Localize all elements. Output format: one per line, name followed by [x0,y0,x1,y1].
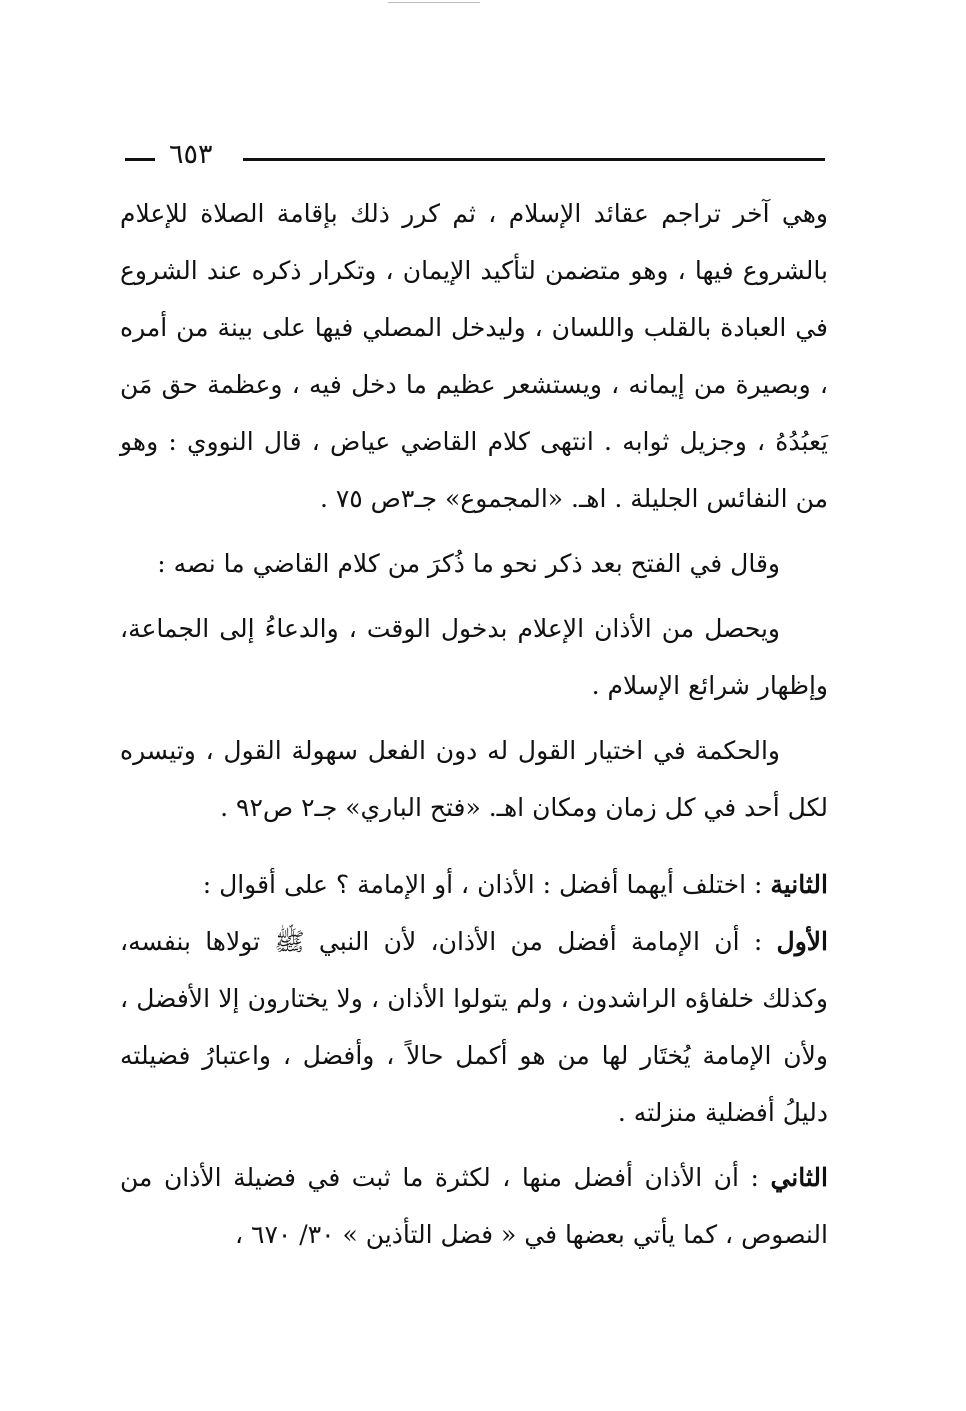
paragraph-fath-intro [120,535,828,592]
page-number: ٦٥٣ [169,139,213,170]
paragraph-second-opinion [120,1149,828,1263]
section-label: الثانية [770,870,828,899]
paragraph-iyad-quote [120,185,828,527]
page-header [125,138,825,178]
paragraph-wisdom [120,722,828,836]
section-label: الأول [776,927,828,956]
paragraph-text: ويحصل من الأذان الإعلام بدخول الوقت ، والدعاءُ إلى الجماعة، وإظهار شرائع الإسلام . [120,614,828,700]
top-edge-rule [388,2,480,3]
paragraph-text: والحكمة في اختيار القول له دون الفعل سهولة القول ، وتيسره لكل أحد في كل زمان ومكان اهـ. «فتح الباري» جـ٢ ص٩٢ . [120,736,828,822]
paragraph-second-issue [120,856,828,913]
header-rule-short [125,158,155,161]
header-rule-long [243,158,825,161]
paragraph-fath-quote [120,600,828,714]
paragraph-text: : اختلف أيهما أفضل : الأذان ، أو الإمامة ؟ على أقوال : [202,870,763,899]
page-body [120,185,828,1263]
section-label: الثاني [770,1163,828,1192]
paragraph-text: : أن الأذان أفضل منها ، لكثرة ما ثبت في فضيلة الأذان من النصوص ، كما يأتي بعضها في « فضل التأذين » ٣٠/ ٦٧٠ ، [120,1163,828,1249]
paragraph-text: وقال في الفتح بعد ذكر نحو ما ذُكرَ من كلام القاضي ما نصه : [157,549,780,578]
paragraph-first-opinion [120,913,828,1141]
paragraph-text: : أن الإمامة أفضل من الأذان، لأن النبي ﷺ تولاها بنفسه، وكذلك خلفاؤه الراشدون ، ولم يتولوا الأذان ، ولا يختارون إلا الأفضل ، ولأن الإمامة يُختَار لها من هو أكمل حالاً ، وأفضل ، واعتبارُ فضيلته دليلُ أفضلية منزلته . [120,927,828,1127]
paragraph-text: وهي آخر تراجم عقائد الإسلام ، ثم كرر ذلك بإقامة الصلاة للإعلام بالشروع فيها ، وهو متضمن لتأكيد الإيمان ، وتكرار ذكره عند الشروع في العبادة بالقلب واللسان ، وليدخل المصلي فيها على بينة من أمره ، وبصيرة من إيمانه ، ويستشعر عظيم ما دخل فيه ، وعظمة حق مَن يَعبُدُهُ ، وجزيل ثوابه . انتهى كلام القاضي عياض ، قال النووي : وهو من النفائس الجليلة . اهـ. «المجموع» جـ٣ص ٧٥ . [120,199,828,513]
